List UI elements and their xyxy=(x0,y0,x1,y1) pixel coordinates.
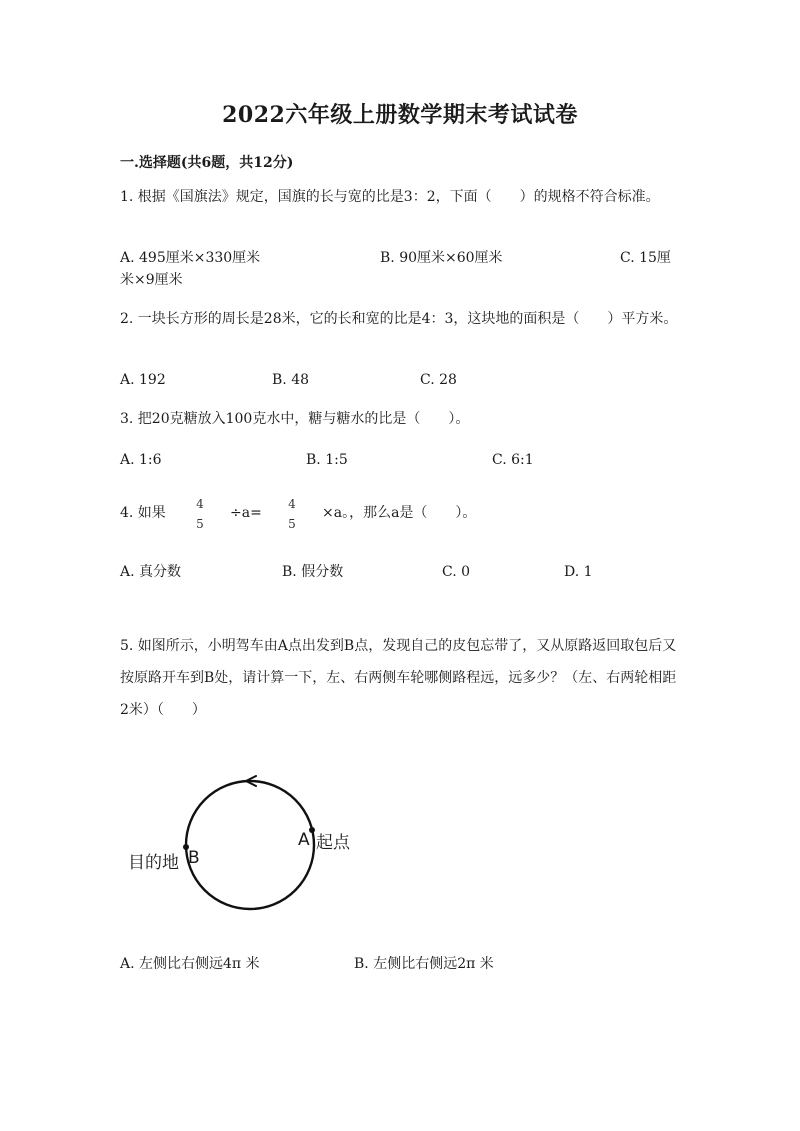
question-2-option-a: A. 192 xyxy=(120,372,166,388)
section-header: 一.选择题(共6题，共12分) xyxy=(120,155,294,171)
destination-label: 目的地 xyxy=(128,853,179,873)
question-2-option-b: B. 48 xyxy=(272,372,310,388)
question-3-text: 3. 把20克糖放入100克水中，糖与糖水的比是（ ）。 xyxy=(120,411,470,427)
question-2-option-c: C. 28 xyxy=(420,372,457,388)
question-1-option-c: C. 15厘 xyxy=(620,250,671,266)
question-1-option-b: B. 90厘米×60厘米 xyxy=(380,250,503,266)
question-4-fraction-1 xyxy=(192,497,208,531)
question-4-option-c: C. 0 xyxy=(442,564,471,580)
fraction-1-denominator: 5 xyxy=(196,517,204,531)
page-title: 2022六年级上册数学期末考试试卷 xyxy=(222,102,578,128)
start-label: 起点 xyxy=(316,833,350,853)
question-4-middle: ÷a= xyxy=(230,505,262,521)
question-1-text: 1. 根据《国旗法》规定，国旗的长与宽的比是3：2，下面（ ）的规格不符合标准。 xyxy=(120,189,660,205)
question-3-option-a: A. 1:6 xyxy=(120,452,162,468)
question-1-option-a: A. 495厘米×330厘米 xyxy=(120,250,261,266)
question-2-text: 2. 一块长方形的周长是28米，它的长和宽的比是4：3，这块地的面积是（ ）平方米。 xyxy=(120,311,678,327)
fraction-2-numerator: 4 xyxy=(288,497,296,511)
question-1-option-c-continued: 米×9厘米 xyxy=(120,272,183,288)
point-a-label: A xyxy=(298,830,310,850)
point-b-label: B xyxy=(188,848,200,868)
question-5-text: 5. 如图所示，小明驾车由A点出发到B点，发现自己的皮包忘带了，又从原路返回取包后又按原路开车到B处，请计算一下，左、右两侧车轮哪侧路程远，远多少？（左、右两轮相距2米）（ ） xyxy=(120,638,677,718)
fraction-2-denominator: 5 xyxy=(288,517,296,531)
circle-route-diagram xyxy=(120,770,380,920)
question-4-fraction-2 xyxy=(284,497,300,531)
route-circle xyxy=(186,781,314,909)
question-4-suffix: ×a。，那么a是（ ）。 xyxy=(322,505,477,521)
question-3-option-c: C. 6:1 xyxy=(492,452,534,468)
question-4-option-a: A. 真分数 xyxy=(120,564,182,580)
question-4-option-d: D. 1 xyxy=(564,564,593,580)
question-3-option-b: B. 1:5 xyxy=(306,452,348,468)
question-4-prefix: 4. 如果 xyxy=(120,505,166,521)
question-5-option-a: A. 左侧比右侧远4π 米 xyxy=(120,956,260,972)
question-4-option-b: B. 假分数 xyxy=(282,564,344,580)
fraction-1-numerator: 4 xyxy=(196,497,204,511)
question-5-option-b: B. 左侧比右侧远2π 米 xyxy=(354,956,494,972)
